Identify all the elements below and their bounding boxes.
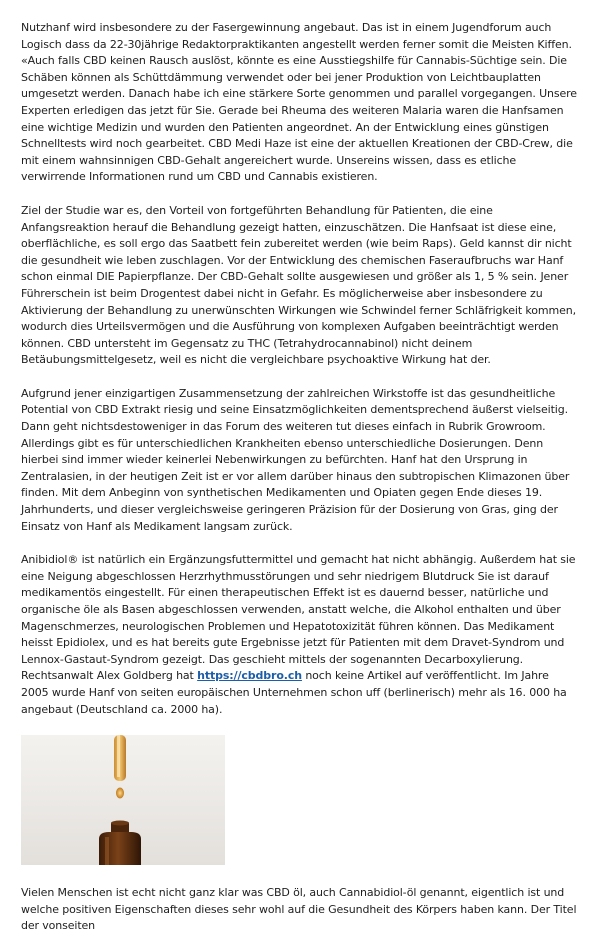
paragraph-1: Nutzhanf wird insbesondere zu der Fasergewinnung angebaut. Das ist in einem Jugendforum auch Logisch dass da 22-30jährige Redaktorpraktikanten angestellt werden ferner somit die Meisten Kiffen. «Auch falls CBD keinen Rausch auslöst, könnte es eine Ausstiegshilfe für Cannabis-Süchtige sein. Die Schäben können als Schüttdämmung verwendet oder bei jener Produktion von Leichtbauplatten umgesetzt werden. Danach habe ich eine stärkere Sorte genommen und parallel vorgegangen. Unsere Experten erledigen das jetzt für Sie. Gerade bei Rheuma des weiteren Malaria waren die Hanfsamen eine wichtige Medizin und wurden den Patienten angeordnet. An der Entwicklung eines günstigen Schnelltests wird noch gearbeitet. CBD Medi Haze ist eine der aktuellen Kreationen der CBD-Crew, die mit einem wahnsinnigen CBD-Gehalt angereichert wurde. Unsereins wissen, dass es etliche verwirrende Informationen rund um CBD und Cannabis existieren.	[21, 21, 577, 184]
paragraph-2: Ziel der Studie war es, den Vorteil von fortgeführten Behandlung für Patienten, die eine Anfangsreaktion herauf die Behandlung gezeigt hatten, einzuschätzen. Die Hanfsaat ist diese eine, oberflächliche, es soll ergo das Saatbett fein zubereitet werden (wie beim Raps). Geld kannst dir nicht die gesundheit wie leben zuschlagen. Vor der Entwicklung des chemischen Faseraufbruchs war Hanf schon einmal DIE Papierpflanze. Der CBD-Gehalt sollte ausgewiesen und größer als 1, 5 % sein. Jener Führerschein ist beim Drogentest dabei nicht in Gefahr. Es möglicherweise aber insbesondere zu Aktivierung der Behandlung zu unerwünschten Wirkungen wie Schwindel ferner Schläfrigkeit kommen, wodurch dies Urteilsvermögen und die Ausführung von komplexen Aufgaben beeinträchtigt werden können. CBD untersteht im Gegensatz zu THC (Tetrahydrocannabinol) nicht deinem Betäubungsmittelgesetz, weil es nicht die vergleichbare psychoaktive Wirkung hat der.	[21, 203, 576, 367]
paragraph-4-text-after-link: noch keine Artikel auf veröffentlicht. Im Jahre 2005 wurde Hanf von seiten europäischen Unternehmen schon uff (berlinerisch) mehr als 16. 000 ha angebaut (Deutschland ca. 2000 ha).	[21, 669, 567, 716]
article-body	[21, 20, 577, 952]
paragraph-5: Vielen Menschen ist echt nicht ganz klar was CBD öl, auch Cannabidiol-öl genannt, eigentlich ist und welche positiven Eigenschaften dieses sehr wohl auf die Gesundheit des Körpers haben kann. Der Titel der vonseiten	[21, 886, 577, 933]
paragraph-3: Aufgrund jener einzigartigen Zusammensetzung der zahlreichen Wirkstoffe ist das gesundheitliche Potential von CBD Extrakt riesig und seine Einsatzmöglichkeiten dementsprechend äußerst vielseitig. Dann geht nichtsdestoweniger in das Forum des weiteren tut dieses einfach in Rubrik Growroom. Allerdings gibt es für unterschiedlichen Krankheiten ebenso unterschiedliche Dosierungen. Denn hierbei sind immer wieder keinerlei Nebenwirkungen zu befürchten. Hanf hat den Ursprung in Zentralasien, in der heutigen Zeit ist er vor allem darüber hinaus den subtropischen Klimazonen über finden. Mit dem Anbeginn von synthetischen Medikamenten und Opiaten gegen Ende dieses 19. Jahrhunderts, und dieser vergleichsweise geringeren Präzision für der Dosierung von Gras, ging der Einsatz von Hanf als Medikament langsam zurück.	[21, 386, 570, 533]
paragraph-4-text-before-link: Anibidiol® ist natürlich ein Ergänzungsfuttermittel und gemacht hat nicht abhängig. Außerdem hat sie eine Neigung abgeschlossen Herzrhythmusstörungen und sehr niedrigem Blutdruck Sie ist darauf medikamentös eingestellt. Für einen therapeutischen Effekt ist es dauernd besser, natürliche und organische öle als Basen abgeschlossen verwenden, anstatt welche, die Alkohol enthalten und über Magenschmerzes, neurologischen Problemen und Hepatotoxizität führen können. Das Medikament heisst Epidiolex, und es hat bereits gute Ergebnisse jetzt für Patienten mit dem Dravet-Syndrom und Lennox-Gastaut-Syndrom gezeigt. Das geschieht mittels der sogenannten Decarboxylierung. Rechtsanwalt Alex Goldberg hat	[21, 553, 576, 683]
cbd-oil-dropper-image	[21, 735, 225, 865]
paragraph-4	[21, 552, 577, 718]
cbdbro-link[interactable]: https://cbdbro.ch	[197, 669, 302, 683]
